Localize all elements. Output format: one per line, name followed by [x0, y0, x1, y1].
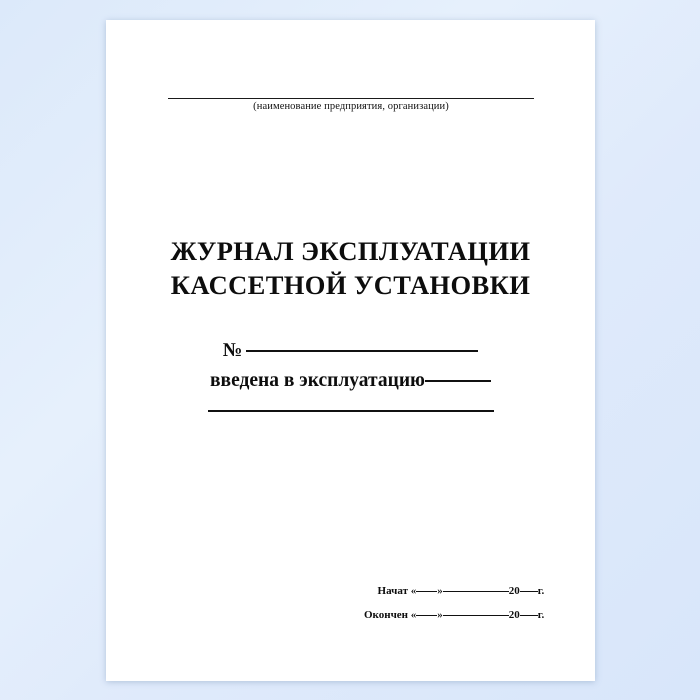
- title-line-2: КАССЕТНОЙ УСТАНОВКИ: [170, 269, 531, 300]
- started-year-input[interactable]: [520, 591, 538, 592]
- started-label: Начат: [377, 585, 408, 597]
- number-row: [136, 336, 565, 366]
- commission-row: [136, 366, 565, 396]
- finished-label: Окончен: [363, 609, 408, 621]
- finished-quote-open: «: [410, 609, 417, 621]
- started-year-suffix: г.: [537, 585, 545, 597]
- organization-write-line[interactable]: [168, 98, 534, 99]
- started-month-input[interactable]: [443, 591, 509, 592]
- identification-block: [136, 336, 565, 427]
- finished-quote-close: »: [437, 609, 443, 621]
- started-quote-close: »: [437, 585, 443, 597]
- finished-year-input[interactable]: [520, 615, 538, 616]
- commission-row-continued: [136, 396, 565, 426]
- organization-block: [168, 98, 534, 112]
- started-row: [356, 585, 556, 597]
- document-page: [106, 20, 595, 681]
- number-label: №: [222, 340, 243, 361]
- finished-year-prefix: 20: [508, 609, 520, 621]
- commission-input-line[interactable]: [425, 380, 491, 382]
- started-day-input[interactable]: [416, 591, 437, 592]
- started-year-prefix: 20: [508, 585, 520, 597]
- started-quote-open: «: [410, 585, 417, 597]
- finished-day-input[interactable]: [416, 615, 437, 616]
- finished-year-suffix: г.: [537, 609, 545, 621]
- number-input-line[interactable]: [246, 350, 478, 352]
- commission-input-line-2[interactable]: [208, 410, 494, 412]
- title-line-1: ЖУРНАЛ ЭКСПЛУАТАЦИИ: [170, 236, 531, 266]
- finished-row: [356, 609, 556, 621]
- commission-label: введена в эксплуатацию: [210, 370, 425, 392]
- organization-caption: (наименование предприятия, организации): [253, 101, 449, 112]
- footer-block: [356, 585, 556, 633]
- finished-month-input[interactable]: [443, 615, 509, 616]
- page-title: [136, 235, 565, 303]
